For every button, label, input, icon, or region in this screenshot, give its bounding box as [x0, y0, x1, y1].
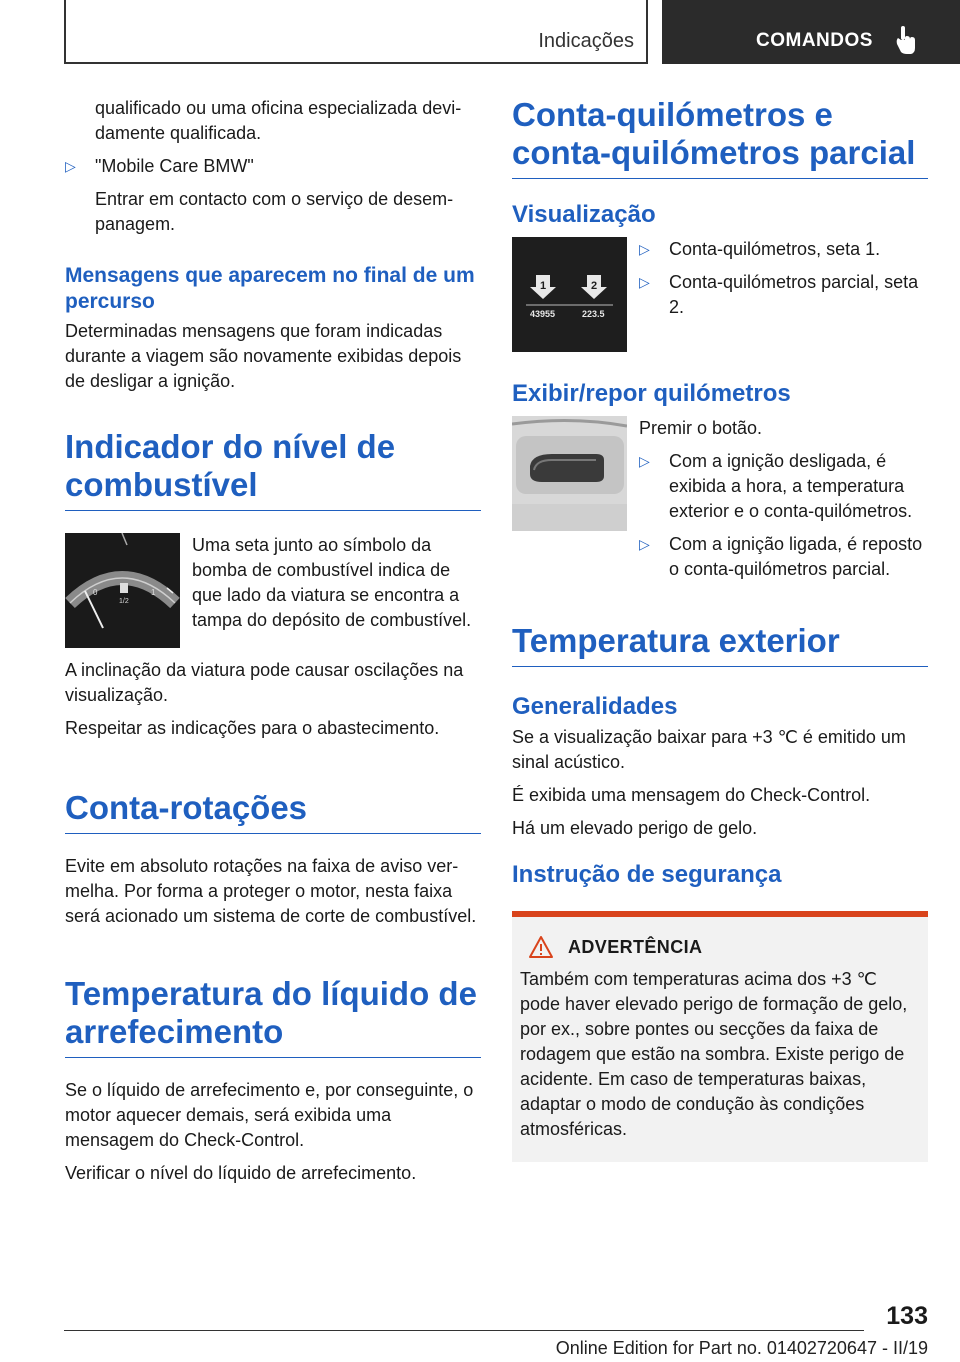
odometer-arrow-2-label: 2: [590, 280, 598, 292]
odometer-bullets: [639, 237, 928, 352]
continued-paragraph: qualificado ou uma oficina especializada devidamente qualificada.: [95, 98, 462, 143]
bullet-odometer-1-text: Conta-quilómetros, seta 1.: [669, 239, 881, 259]
bullet-triangle-icon: ▷: [639, 536, 650, 552]
paragraph-press-button: Premir o botão.: [639, 418, 763, 438]
reset-figure-row: [512, 416, 928, 590]
paragraph-coolant-1: Se o líquido de arrefecimento e, por conseguinte, o motor aquecer demais, será exibida uma mensagem do Check-Control.: [65, 1080, 474, 1150]
fuel-pump-icon: [120, 583, 128, 593]
bullet-triangle-icon: ▷: [639, 241, 650, 257]
bullet-mobile-label: "Mobile Care BMW": [95, 156, 254, 176]
header-section-label: Indicações: [538, 30, 634, 52]
heading-odometer: Conta-quilómetros e conta-quilómetros parcial: [512, 96, 928, 179]
heading-reset-km: Exibir/repor quilómetros: [512, 380, 791, 407]
odometer-figure-row: [512, 237, 928, 352]
bullet-reset-2-text: Com a ignição ligada, é reposto o conta-quilómetros parcial.: [669, 534, 923, 579]
header-section-tab: [64, 0, 648, 64]
bullet-reset-1: [639, 449, 928, 524]
bullet-odometer-2-text: Conta-quilómetros parcial, seta 2.: [669, 272, 919, 317]
heading-display: Visualização: [512, 201, 656, 228]
bullet-mobile-text: Entrar em contacto com o serviço de desempanagem.: [95, 189, 454, 234]
heading-fuel-level: Indicador do nível de combustível: [65, 428, 481, 511]
heading-coolant: Temperatura do líquido de arrefecimento: [65, 975, 481, 1058]
header-chapter-tab: [662, 0, 960, 64]
bullet-odometer-2: [639, 270, 928, 320]
heading-safety: Instrução de segurança: [512, 861, 782, 888]
warning-title-row: [520, 935, 920, 959]
odometer-arrow-1-label: 1: [539, 280, 547, 292]
heading-outside-temperature: Temperatura exterior: [512, 622, 928, 667]
right-column: [512, 96, 928, 1162]
fuel-gauge-image: [65, 533, 180, 648]
reset-button-image: [512, 416, 627, 531]
paragraph-coolant-2: Verificar o nível do líquido de arrefecimento.: [65, 1163, 417, 1183]
footer-divider: [64, 1330, 864, 1331]
bullet-triangle-icon: ▷: [65, 158, 76, 174]
bullet-mobile-care: [65, 154, 481, 179]
odometer-display-image: [512, 237, 627, 352]
paragraph-fuel-tilt: A inclinação da viatura pode causar oscilações na visualização.: [65, 660, 464, 705]
paragraph-tachometer: Evite em absoluto rotações na faixa de aviso vermelha. Por forma a proteger o motor, nesta faixa será acionado um sistema de corte de combustível.: [65, 856, 477, 926]
paragraph-general-3: Há um elevado perigo de gelo.: [512, 818, 758, 838]
left-column: [65, 96, 481, 1194]
odometer-total-value: 43955: [530, 309, 556, 319]
fuel-gauge-half-label: 1/2: [119, 598, 129, 605]
paragraph-messages: Determinadas mensagens que foram indicadas durante a viagem são novamente exibidas depois de desligar a ignição.: [65, 321, 462, 391]
heading-tachometer: Conta-rotações: [65, 789, 481, 834]
fuel-gauge-empty-label: 0: [93, 588, 98, 597]
paragraph-general-1: Se a visualização baixar para +3 ℃ é emitido um sinal acústico.: [512, 727, 906, 772]
page-number: 133: [886, 1302, 928, 1330]
odometer-trip-value: 223.5: [582, 309, 605, 319]
header-chapter-label: COMANDOS: [756, 30, 873, 51]
heading-messages: Mensagens que aparecem no final de um percurso: [65, 264, 475, 313]
bullet-triangle-icon: ▷: [639, 453, 650, 469]
pointing-hand-icon: [894, 26, 916, 54]
bullet-reset-2: [639, 532, 928, 582]
fuel-figure-text: Uma seta junto ao símbolo da bomba de combustível indica de que lado da viatura se encontra a tampa do depósito de combustível.: [192, 535, 472, 630]
heading-general: Generalidades: [512, 693, 678, 720]
bullet-triangle-icon: ▷: [639, 274, 650, 290]
reset-text-block: [639, 416, 928, 590]
bullet-odometer-1: [639, 237, 928, 262]
fuel-figure-row: [65, 533, 481, 648]
warning-box: [512, 911, 928, 1162]
fuel-gauge-full-label: 1: [151, 588, 156, 597]
warning-title: ADVERTÊNCIA: [568, 936, 703, 957]
paragraph-fuel-refuel: Respeitar as indicações para o abastecimento.: [65, 718, 440, 738]
warning-text: Também com temperaturas acima dos +3 ℃ pode haver elevado perigo de formação de gelo, por ex., sobre pontes ou secções da faixa de rodagem que estão na sombra. Existe perigo de acidente. Em caso de temperaturas baixas, adaptar o modo de condução às condições atmosféricas.: [520, 969, 908, 1139]
warning-triangle-icon: [528, 935, 554, 959]
paragraph-general-2: É exibida uma mensagem do Check-Control.: [512, 785, 871, 805]
footer-edition: Online Edition for Part no. 01402720647 - II/19: [555, 1338, 928, 1358]
bullet-reset-1-text: Com a ignição desligada, é exibida a hora, a temperatura exterior e o conta-quilómetros.: [669, 451, 913, 521]
